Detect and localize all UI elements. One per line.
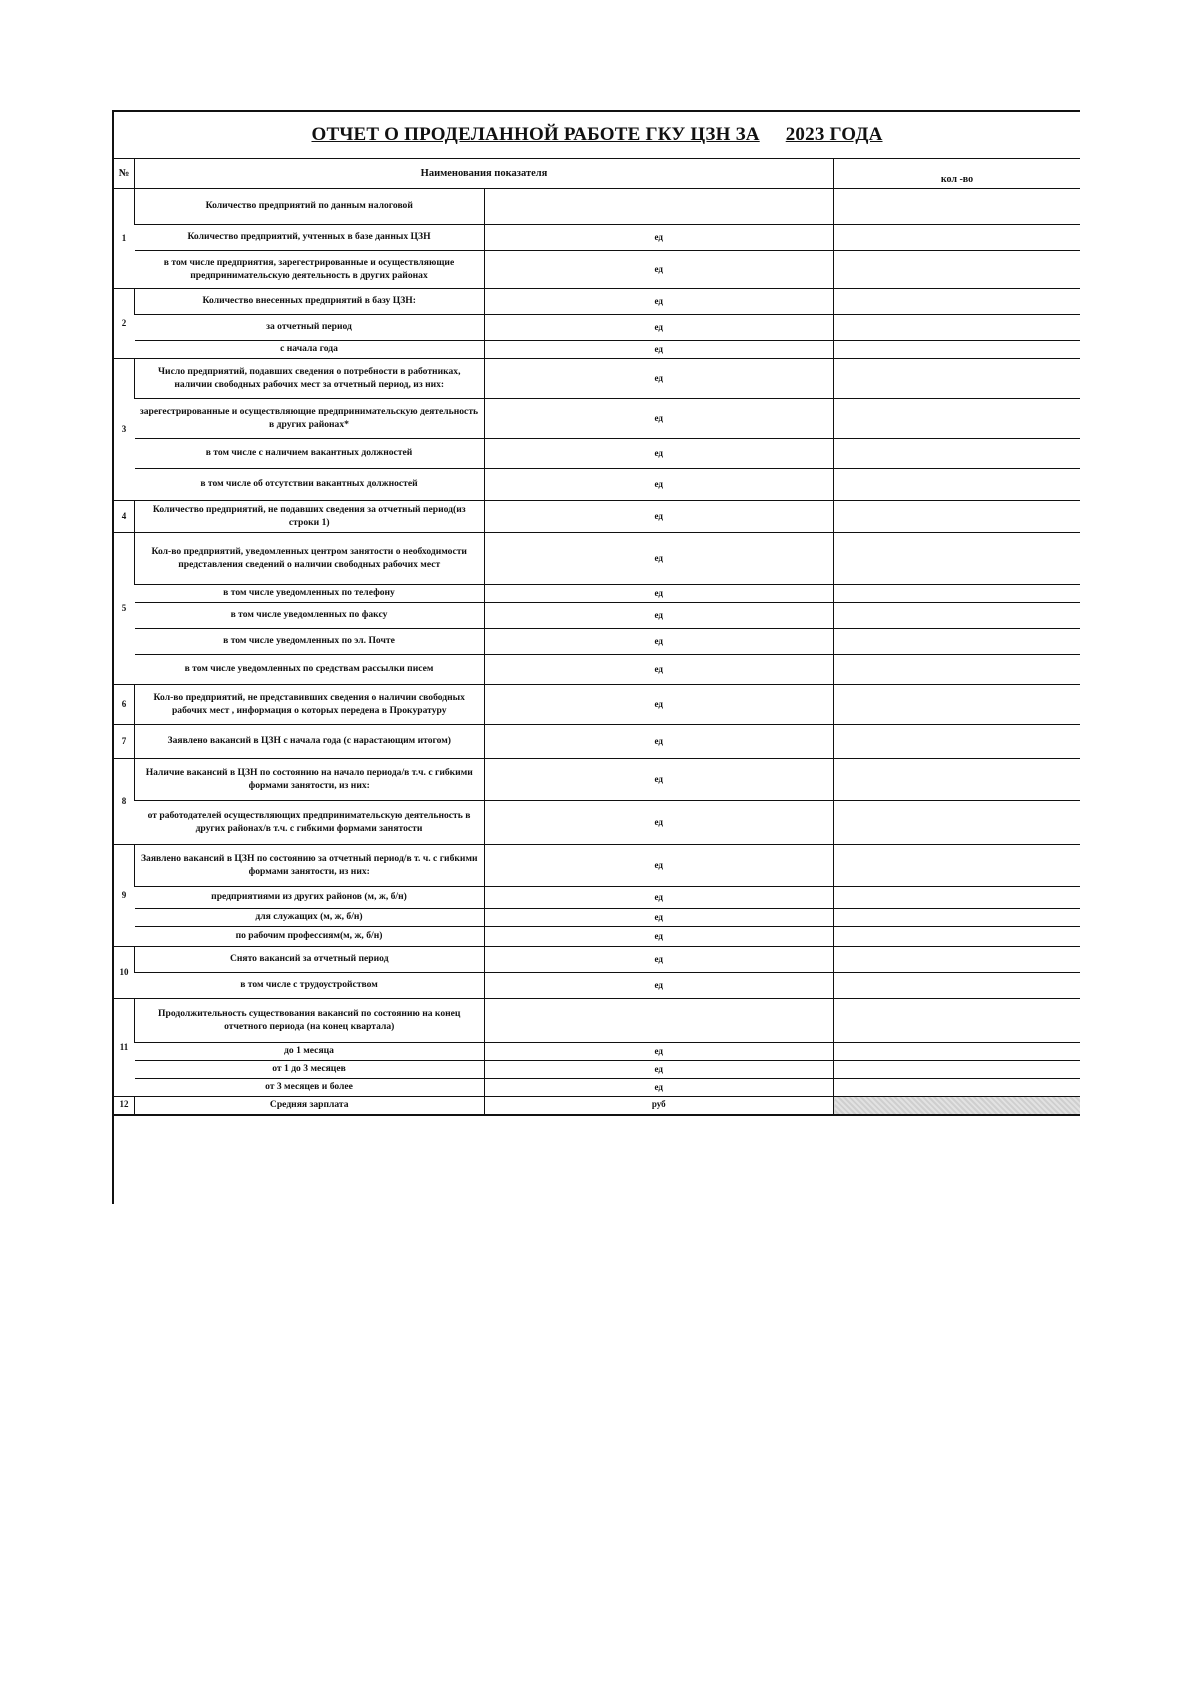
- indicator-value-cell[interactable]: [834, 1043, 1081, 1061]
- row-number: 12: [114, 1097, 135, 1115]
- table-row: [114, 603, 1080, 629]
- row-number: 3: [114, 359, 135, 501]
- indicator-value-cell[interactable]: [834, 189, 1081, 225]
- indicator-value-cell[interactable]: [834, 927, 1081, 947]
- indicator-name: Количество предприятий, учтенных в базе данных ЦЗН: [135, 225, 485, 251]
- table-row: [114, 399, 1080, 439]
- table-row: [114, 927, 1080, 947]
- table-row: [114, 315, 1080, 341]
- indicator-unit: ед: [484, 585, 834, 603]
- indicator-value-cell[interactable]: [834, 947, 1081, 973]
- indicator-value-cell[interactable]: [834, 1079, 1081, 1097]
- indicator-value-cell[interactable]: [834, 801, 1081, 845]
- indicator-value-cell[interactable]: [834, 1061, 1081, 1079]
- indicator-unit: ед: [484, 501, 834, 533]
- indicator-value-cell[interactable]: [834, 909, 1081, 927]
- indicator-name: в том числе уведомленных по телефону: [135, 585, 485, 603]
- indicator-unit: ед: [484, 1061, 834, 1079]
- indicator-unit: ед: [484, 439, 834, 469]
- indicator-unit: ед: [484, 1043, 834, 1061]
- indicator-unit: ед: [484, 289, 834, 315]
- report-sheet: [112, 110, 1080, 1204]
- row-number: 2: [114, 289, 135, 359]
- indicator-name: Продолжительность существования вакансий по состоянию на конец отчетного периода (на конец квартала): [135, 999, 485, 1043]
- indicator-value-cell[interactable]: [834, 603, 1081, 629]
- indicator-name: за отчетный период: [135, 315, 485, 341]
- table-row: [114, 999, 1080, 1043]
- indicator-value-cell[interactable]: [834, 999, 1081, 1043]
- indicator-name: в том числе предприятия, зарегестрированные и осуществляющие предпринимательскую деятельность в других районах: [135, 251, 485, 289]
- table-row: [114, 759, 1080, 801]
- table-row: [114, 685, 1080, 725]
- table-row: [114, 947, 1080, 973]
- indicator-value-cell[interactable]: [834, 685, 1081, 725]
- table-row: [114, 533, 1080, 585]
- indicator-unit: руб: [484, 1097, 834, 1115]
- report-title-text: ОТЧЕТ О ПРОДЕЛАННОЙ РАБОТЕ ГКУ ЦЗН ЗА: [311, 124, 760, 145]
- row-number: 1: [114, 189, 135, 289]
- table-row: [114, 359, 1080, 399]
- row-number: 6: [114, 685, 135, 725]
- table-header-row: [114, 159, 1080, 189]
- indicator-name: Снято вакансий за отчетный период: [135, 947, 485, 973]
- indicator-unit: ед: [484, 469, 834, 501]
- indicator-value-cell[interactable]: [834, 469, 1081, 501]
- indicator-unit: ед: [484, 251, 834, 289]
- row-number: 11: [114, 999, 135, 1097]
- table-row: [114, 289, 1080, 315]
- header-name: Наименования показателя: [135, 159, 834, 189]
- indicator-value-cell[interactable]: [834, 359, 1081, 399]
- indicator-unit: ед: [484, 973, 834, 999]
- indicator-value-cell[interactable]: [834, 759, 1081, 801]
- indicator-unit: ед: [484, 845, 834, 887]
- indicator-value-cell[interactable]: [834, 725, 1081, 759]
- indicator-value-cell[interactable]: [834, 585, 1081, 603]
- indicator-name: в том числе об отсутствии вакантных должностей: [135, 469, 485, 501]
- report-title-year: 2023 ГОДА: [785, 124, 883, 145]
- indicator-unit: ед: [484, 909, 834, 927]
- indicator-value-cell[interactable]: [834, 1097, 1081, 1115]
- indicator-name: по рабочим профессиям(м, ж, б/н): [135, 927, 485, 947]
- indicator-name: в том числе с наличием вакантных должностей: [135, 439, 485, 469]
- table-row: [114, 469, 1080, 501]
- indicator-name: от 1 до 3 месяцев: [135, 1061, 485, 1079]
- indicator-unit: ед: [484, 759, 834, 801]
- indicator-name: Кол-во предприятий, уведомленных центром занятости о необходимости представления сведений о наличии свободных рабочих мест: [135, 533, 485, 585]
- indicator-value-cell[interactable]: [834, 399, 1081, 439]
- table-row: [114, 1043, 1080, 1061]
- indicator-name: в том числе уведомленных по эл. Почте: [135, 629, 485, 655]
- indicator-name: в том числе уведомленных по средствам рассылки писем: [135, 655, 485, 685]
- indicator-name: от работодателей осуществляющих предпринимательскую деятельность в других районах/в т.ч. с гибкими формами занятости: [135, 801, 485, 845]
- table-row: [114, 1079, 1080, 1097]
- indicator-unit: ед: [484, 359, 834, 399]
- indicator-unit: ед: [484, 341, 834, 359]
- indicator-name: до 1 месяца: [135, 1043, 485, 1061]
- indicator-unit: ед: [484, 887, 834, 909]
- indicator-unit: ед: [484, 1079, 834, 1097]
- row-number: 10: [114, 947, 135, 999]
- indicator-name: Средняя зарплата: [135, 1097, 485, 1115]
- table-row: [114, 251, 1080, 289]
- indicator-name: предприятиями из других районов (м, ж, б/н): [135, 887, 485, 909]
- indicator-name: с начала года: [135, 341, 485, 359]
- indicator-name: Заявлено вакансий в ЦЗН по состоянию за отчетный период/в т. ч. с гибкими формами занятости, из них:: [135, 845, 485, 887]
- report-title: [114, 112, 1080, 158]
- indicator-value-cell[interactable]: [834, 289, 1081, 315]
- indicator-unit: ед: [484, 655, 834, 685]
- table-row: [114, 887, 1080, 909]
- indicator-name: Количество предприятий по данным налоговой: [135, 189, 485, 225]
- table-row: [114, 655, 1080, 685]
- indicator-unit: ед: [484, 533, 834, 585]
- table-row: [114, 341, 1080, 359]
- indicator-unit: [484, 189, 834, 225]
- header-num: №: [114, 159, 135, 189]
- indicator-name: для служащих (м, ж, б/н): [135, 909, 485, 927]
- table-row: [114, 629, 1080, 655]
- indicator-name: от 3 месяцев и более: [135, 1079, 485, 1097]
- indicator-value-cell[interactable]: [834, 655, 1081, 685]
- indicator-value-cell[interactable]: [834, 439, 1081, 469]
- indicator-unit: ед: [484, 315, 834, 341]
- table-row: [114, 909, 1080, 927]
- indicator-name: зарегестрированные и осуществляющие предпринимательскую деятельность в других районах*: [135, 399, 485, 439]
- indicator-unit: ед: [484, 629, 834, 655]
- row-number: 4: [114, 501, 135, 533]
- indicator-name: Количество предприятий, не подавших сведения за отчетный период(из строки 1): [135, 501, 485, 533]
- indicator-value-cell[interactable]: [834, 845, 1081, 887]
- indicator-unit: ед: [484, 603, 834, 629]
- row-number: 9: [114, 845, 135, 947]
- indicator-name: Количество внесенных предприятий в базу ЦЗН:: [135, 289, 485, 315]
- indicator-name: в том числе с трудоустройством: [135, 973, 485, 999]
- table-row: [114, 501, 1080, 533]
- table-row: [114, 439, 1080, 469]
- indicator-value-cell[interactable]: [834, 973, 1081, 999]
- table-row: [114, 725, 1080, 759]
- indicator-name: Число предприятий, подавших сведения о потребности в работниках, наличии свободных рабочих мест за отчетный период, из них:: [135, 359, 485, 399]
- row-number: 5: [114, 533, 135, 685]
- table-row: [114, 189, 1080, 225]
- table-row: [114, 1097, 1080, 1115]
- table-row: [114, 845, 1080, 887]
- table-row: [114, 1061, 1080, 1079]
- indicator-unit: ед: [484, 725, 834, 759]
- indicator-value-cell[interactable]: [834, 533, 1081, 585]
- indicator-name: Кол-во предприятий, не представивших сведения о наличии свободных рабочих мест , информация о которых передена в Прокуратуру: [135, 685, 485, 725]
- indicator-value-cell[interactable]: [834, 251, 1081, 289]
- indicator-value-cell[interactable]: [834, 501, 1081, 533]
- indicator-unit: ед: [484, 685, 834, 725]
- indicator-value-cell[interactable]: [834, 315, 1081, 341]
- row-number: 7: [114, 725, 135, 759]
- indicator-value-cell[interactable]: [834, 887, 1081, 909]
- table-row: [114, 973, 1080, 999]
- report-table: [114, 158, 1080, 1116]
- indicator-value-cell[interactable]: [834, 629, 1081, 655]
- table-row: [114, 225, 1080, 251]
- header-value: кол -во: [834, 159, 1081, 189]
- indicator-name: Заявлено вакансий в ЦЗН с начала года (с нарастающим итогом): [135, 725, 485, 759]
- table-row: [114, 585, 1080, 603]
- indicator-unit: ед: [484, 225, 834, 251]
- indicator-value-cell[interactable]: [834, 341, 1081, 359]
- indicator-name: в том числе уведомленных по факсу: [135, 603, 485, 629]
- indicator-name: Наличие вакансий в ЦЗН по состоянию на начало периода/в т.ч. с гибкими формами занятости, из них:: [135, 759, 485, 801]
- indicator-unit: ед: [484, 399, 834, 439]
- indicator-unit: ед: [484, 801, 834, 845]
- indicator-unit: ед: [484, 947, 834, 973]
- indicator-value-cell[interactable]: [834, 225, 1081, 251]
- indicator-unit: ед: [484, 927, 834, 947]
- table-row: [114, 801, 1080, 845]
- indicator-unit: [484, 999, 834, 1043]
- row-number: 8: [114, 759, 135, 845]
